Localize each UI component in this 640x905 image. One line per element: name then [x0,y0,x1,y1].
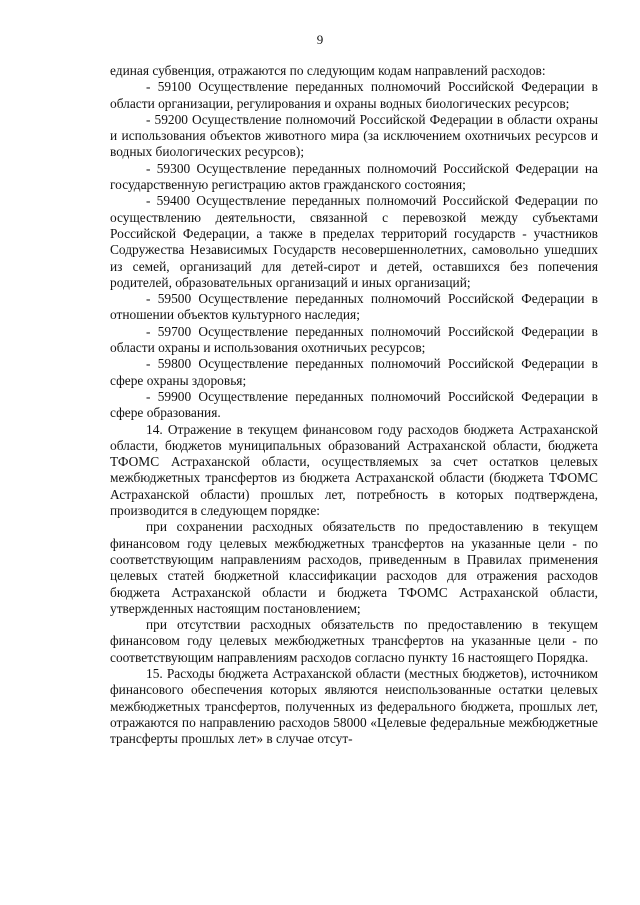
paragraph: - 59800 Осуществление переданных полномочий Российской Федерации в сфере охраны здоровья; [110,356,598,388]
paragraph: при сохранении расходных обязательств по предоставлению в текущем финансовом году целевых межбюджетных трансфертов на указанные цели - по соответствующим направлениям расходов, приведенным в Правилах применения целевых статей бюджетной классификации расходов для отражения расходов бюджета Астраханской области и бюджета ТФОМС Астраханской области, утвержденных настоящим постановлением; [110,519,598,616]
paragraph: - 59300 Осуществление переданных полномочий Российской Федерации на государственную регистрацию актов гражданского состояния; [110,160,598,193]
paragraph: - 59100 Осуществление переданных полномочий Российской Федерации в области организации, регулирования и охраны водных биологических ресурсов; [110,79,598,111]
paragraph: единая субвенция, отражаются по следующим кодам направлений расходов: [110,63,546,78]
paragraph: при отсутствии расходных обязательств по предоставлению в текущем финансовом году целевых межбюджетных трансфертов на указанные цели - по соответствующим направлениям расходов согласно пункту 16 настоящего Порядка. [110,617,598,665]
paragraph: 14. Отражение в текущем финансовом году расходов бюджета Астраханской области, бюджетов муниципальных образований Астраханской области, бюджета ТФОМС Астраханской области, осуществляемых за счет остатков целевых межбюджетных трансфертов из бюджета Астраханской области (бюджета ТФОМС Астраханской области) прошлых лет, потребность в которых подтверждена, производится в следующем порядке: [110,421,598,519]
paragraph: - 59500 Осуществление переданных полномочий Российской Федерации в отношении объектов культурного наследия; [110,291,598,323]
paragraph: - 59400 Осуществление переданных полномочий Российской Федерации по осуществлению деятельности, связанной с перевозкой между субъектами Российской Федерации, а также в пределах территорий государств - участников Содружества Независимых Государств несовершеннолетних, самовольно ушедших из семей, организаций для детей-сирот и детей, оставшихся без попечения родителей, образовательных организаций и иных организаций; [110,193,598,290]
paragraph: - 59900 Осуществление переданных полномочий Российской Федерации в сфере образования. [110,388,598,421]
paragraph: 15. Расходы бюджета Астраханской области (местных бюджетов), источником финансового обеспечения которых являются неиспользованные остатки целевых межбюджетных трансфертов, полученных из федерального бюджета, прошлых лет, отражаются по направлению расходов 58000 «Целевые федеральные межбюджетные трансферты прошлых лет» в случае отсут- [110,665,598,747]
page-number: 9 [316,32,324,47]
paragraph: - 59200 Осуществление полномочий Российской Федерации в области охраны и использования объектов животного мира (за исключением охотничьих ресурсов и водных биологических ресурсов); [110,111,598,160]
document-body [110,63,598,747]
paragraph: - 59700 Осуществление переданных полномочий Российской Федерации в области охраны и использования охотничьих ресурсов; [110,323,598,356]
